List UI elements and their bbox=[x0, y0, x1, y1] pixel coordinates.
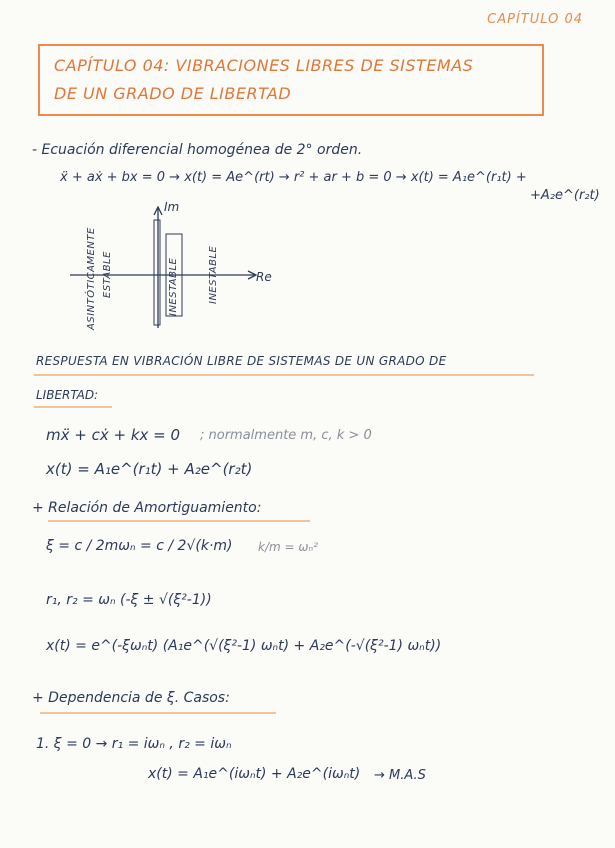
chapter-tag: CAPÍTULO 04 bbox=[487, 12, 583, 27]
case1-tag: → M.A.S bbox=[374, 768, 426, 783]
section2-heading-1: RESPUESTA EN VIBRACIÓN LIBRE DE SISTEMAS DE UN GRADO DE bbox=[36, 354, 447, 368]
label-center-inestable: INESTABLE bbox=[168, 257, 179, 316]
section1-equation: ẍ + aẋ + bx = 0 → x(t) = Ae^(rt) → r² + ar + b = 0 → x(t) = A₁e^(r₁t) + bbox=[60, 170, 527, 185]
heading-underline bbox=[34, 406, 112, 408]
section1-heading: - Ecuación diferencial homogénea de 2° orden. bbox=[32, 142, 363, 158]
title-line-2: DE UN GRADO DE LIBERTAD bbox=[54, 84, 292, 103]
heading-underline bbox=[40, 712, 276, 714]
section2-eq1-note: ; normalmente m, c, k > 0 bbox=[200, 428, 372, 443]
label-asint-estable-1: ASINTÓTICAMENTE bbox=[86, 227, 97, 330]
heading-underline bbox=[48, 520, 310, 522]
roots-equation: r₁, r₂ = ωₙ (-ξ ± √(ξ²-1)) bbox=[46, 592, 212, 608]
section2-eq2: x(t) = A₁e^(r₁t) + A₂e^(r₂t) bbox=[46, 460, 253, 478]
xi-definition: ξ = c / 2mωₙ = c / 2√(k·m) bbox=[46, 538, 233, 554]
heading-underline bbox=[34, 374, 534, 376]
section4-heading: + Dependencia de ξ. Casos: bbox=[32, 690, 230, 706]
case1-roots: 1. ξ = 0 → r₁ = iωₙ , r₂ = iωₙ bbox=[36, 736, 232, 752]
section2-eq1: mẍ + cẋ + kx = 0 bbox=[46, 426, 181, 444]
section3-heading: + Relación de Amortiguamiento: bbox=[32, 500, 262, 516]
case1-xt: x(t) = A₁e^(iωₙt) + A₂e^(iωₙt) bbox=[148, 766, 361, 782]
title-line-1: CAPÍTULO 04: VIBRACIONES LIBRES DE SISTEMAS bbox=[54, 56, 474, 75]
label-asint-estable-2: ESTABLE bbox=[102, 251, 113, 298]
label-right-inestable: INESTABLE bbox=[208, 245, 219, 304]
title-box bbox=[38, 44, 544, 116]
xt-general: x(t) = e^(-ξωₙt) (A₁e^(√(ξ²-1) ωₙt) + A₂e^(-√(ξ²-1) ωₙt)) bbox=[46, 638, 442, 654]
axis-im-label: Im bbox=[164, 200, 180, 214]
axis-re-label: Re bbox=[256, 270, 272, 284]
section2-heading-2: LIBERTAD: bbox=[36, 388, 99, 402]
section1-equation-cont: +A₂e^(r₂t) bbox=[530, 188, 600, 203]
wn-definition: k/m = ωₙ² bbox=[258, 540, 319, 554]
